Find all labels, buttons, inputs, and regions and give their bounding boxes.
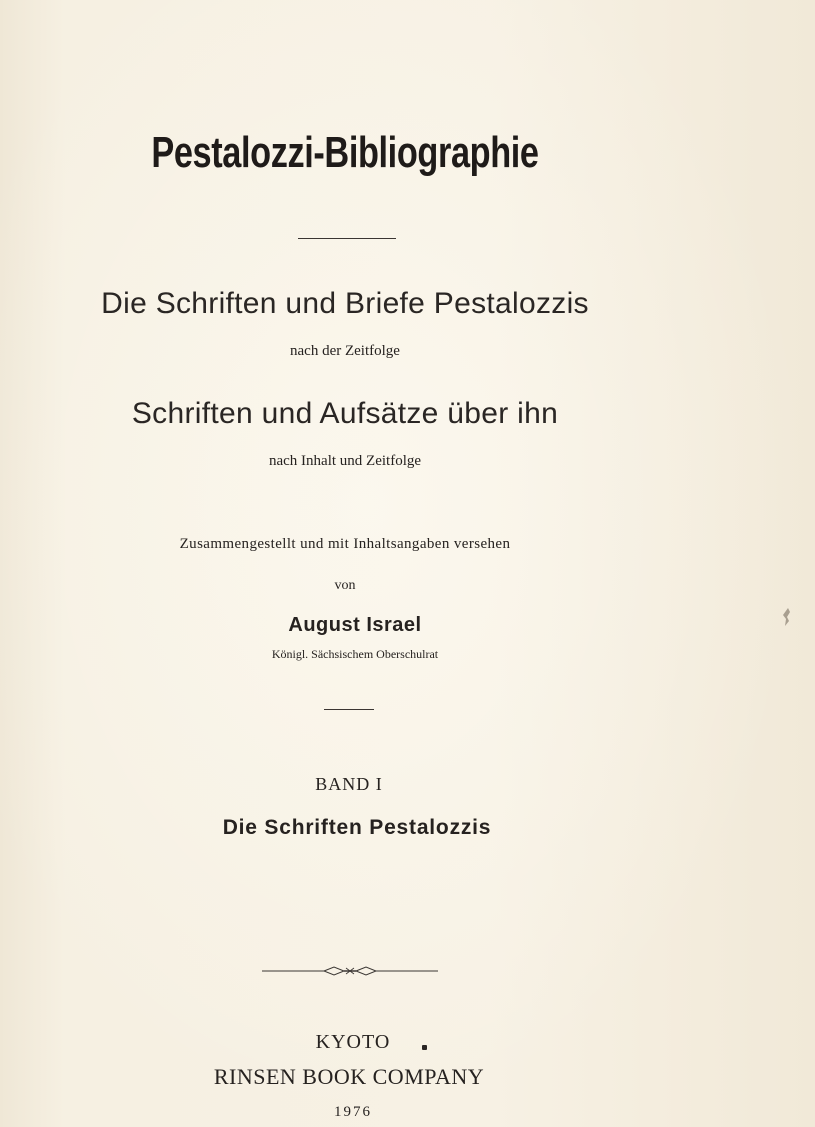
title-divider (298, 238, 396, 239)
ornament-divider-icon (262, 964, 438, 978)
book-title: Pestalozzi-Bibliographie (151, 128, 539, 177)
imprint-year: 1976 (334, 1104, 372, 1120)
part2-heading: Schriften und Aufsätze über ihn (131, 397, 559, 430)
by-line: von (334, 578, 356, 593)
imprint-publisher: RINSEN BOOK COMPANY (213, 1064, 485, 1089)
paper-speck-icon (782, 608, 792, 626)
part2-note: nach Inhalt und Zeitfolge (268, 453, 422, 469)
author-divider (324, 709, 374, 710)
author-name: August Israel (288, 614, 422, 636)
part1-note: nach der Zeitfolge (290, 343, 400, 359)
ink-dot (422, 1045, 427, 1050)
compiled-line: Zusammengestellt und mit Inhaltsangaben versehen (179, 536, 511, 552)
volume-title: Die Schriften Pestalozzis (222, 816, 492, 839)
author-role: Königl. Sächsischem Oberschulrat (271, 647, 439, 661)
volume-label: BAND I (315, 774, 383, 794)
imprint-city: KYOTO (315, 1031, 391, 1053)
part1-heading: Die Schriften und Briefe Pestalozzis (101, 287, 589, 320)
